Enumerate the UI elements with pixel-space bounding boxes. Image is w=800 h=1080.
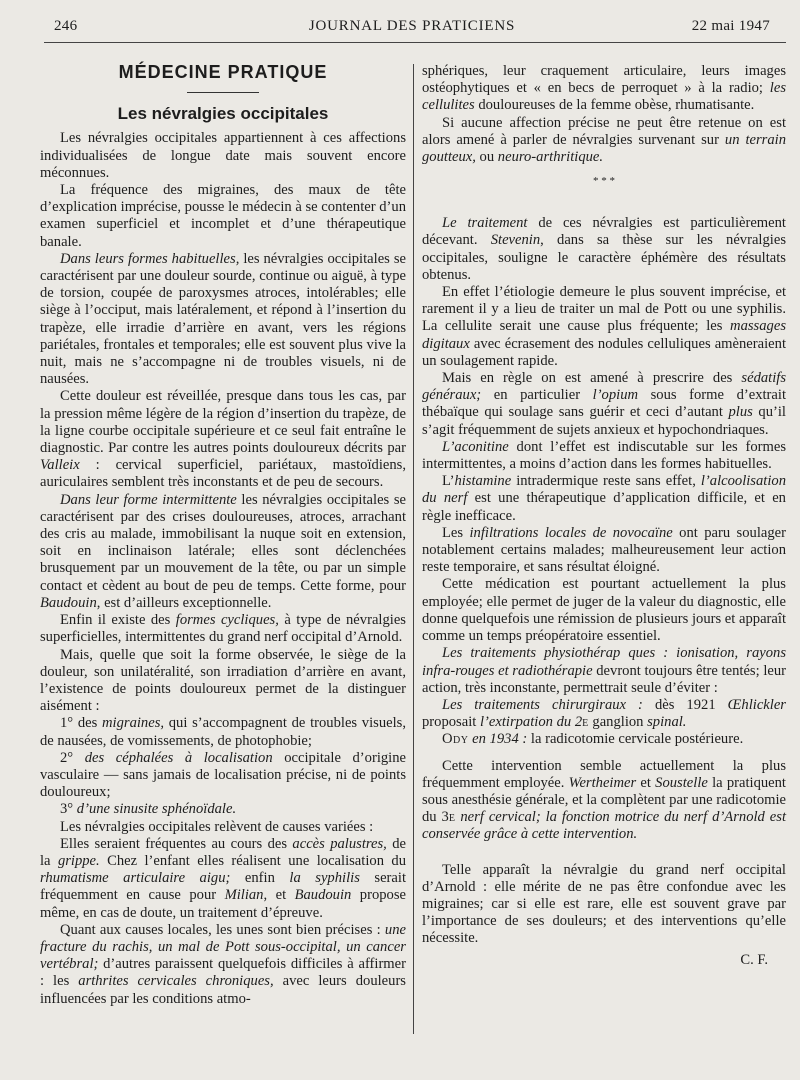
text-run: devront toujours être tentés; leur action, très inconstante, permettrait seule d’éviter : (422, 662, 787, 696)
paragraph (40, 182, 406, 251)
text-run: Elles seraient fréquentes au cours des (60, 835, 293, 852)
text-run: formes cycliques, (175, 612, 279, 629)
header-rule (44, 42, 786, 43)
text-run: à type de névralgies superficielles, intermittentes du grand nerf occipital d’Arnold. (40, 612, 406, 646)
text-run: Cette médication est pourtant actuellement la plus employée; elle permet de juger de la valeur du diagnostic, elle donne quelquefois une rémission de plusieurs jours et apparaît comme un temps préopératoire essentiel. (422, 576, 786, 645)
right-paragraphs (422, 63, 786, 969)
text-run: Le traitement (442, 215, 528, 232)
text-run: Telle apparaît la névralgie du grand nerf occipital d’Arnold : elle mérite de ne pas être confondue avec les migraines; car si elle est rare, elle est souvent grave par l’importance de ses douleurs; et des interventions qu’elle nécessite. (422, 861, 786, 947)
text-run: une fracture du rachis, un mal de Pott sous-occipital, un cancer vertébral; (40, 921, 406, 973)
text-run: un terrain goutteux, (422, 131, 786, 166)
text-run: migraines, (102, 715, 165, 732)
text-run: Wertheimer (568, 774, 637, 791)
text-run: rhumatisme articulaire aigu; (40, 870, 231, 887)
paragraph (40, 801, 406, 818)
text-run: avec écrasement des nodules celluliques amèneraient un soulagement rapide. (422, 335, 786, 369)
text-run: Baudouin (294, 887, 352, 904)
text-run: L’aconitine (442, 438, 509, 455)
text-run: Quant aux causes locales, les unes sont bien précises : (60, 921, 385, 938)
text-run: grippe. (57, 852, 100, 869)
text-run: avec leurs douleurs influencées par les conditions atmo- (40, 973, 406, 1007)
text-run: de ces névralgies est particulièrement décevant. (422, 215, 786, 249)
paragraph (40, 750, 406, 802)
text-run: d’autres paraissent quelquefois difficiles à affirmer : les (40, 956, 406, 990)
paragraph (422, 439, 786, 473)
text-run: Les (442, 524, 470, 541)
paragraph (40, 922, 406, 1008)
text-run: Dans leurs formes habituelles, (60, 250, 240, 267)
paragraph (40, 492, 406, 612)
paragraph (40, 647, 406, 716)
text-run: est une thérapeutique d’application difficile, et en règle inefficace. (422, 490, 786, 524)
text-run: dès 1921 (642, 696, 728, 713)
text-run: Les névralgies occipitales relèvent de causes variées : (60, 818, 374, 835)
text-run: Les traitements physiothérap ques : ionisation, rayons infra-rouges et radiothérapie (422, 645, 786, 679)
paragraph (422, 370, 786, 439)
text-run: Baudouin (40, 594, 97, 611)
text-run: accès palustres, (292, 835, 387, 852)
text-run: e (582, 714, 589, 731)
left-paragraphs (40, 130, 406, 1007)
paragraph (422, 115, 786, 167)
text-run: d’une sinusite sphénoïdale. (76, 801, 237, 818)
text-run: , est d’ailleurs exceptionnelle. (96, 594, 272, 611)
column-divider (413, 64, 414, 1034)
paragraph (40, 612, 406, 646)
text-run: spinal. (643, 714, 687, 731)
paragraph (422, 215, 786, 284)
text-run: la pratiquent sous anesthésie générale, et la complètent par une radicotomie du 3 (422, 774, 786, 826)
text-run: neuro-arthritique. (497, 149, 604, 166)
text-run: la syphilis (289, 870, 360, 887)
text-run: douloureuses de la femme obèse, rhumatisante. (474, 97, 755, 114)
text-run: intradermique reste sans effet, (511, 473, 701, 490)
text-run: ou (475, 149, 498, 166)
right-column (422, 63, 786, 969)
text-run: Stevenin (490, 232, 541, 249)
text-run: arthrites cervicales chroniques, (78, 973, 274, 990)
issue-date: 22 mai 1947 (691, 18, 770, 34)
text-run: sphériques, leur craquement articulaire, leurs images ostéophytiques et « en becs de perroquet » à la radio; (422, 63, 786, 97)
author-signature: C. F. (740, 951, 768, 968)
text-run: 1° des (60, 715, 102, 732)
text-run: sous forme d’extrait thébaïque qui soulage sans guérir et ceci d’autant (422, 387, 786, 421)
text-run: l’opium (592, 387, 639, 404)
paragraph (422, 758, 786, 844)
journal-title: JOURNAL DES PRATICIENS (308, 18, 516, 34)
text-run: Si aucune affection précise ne peut être retenue on est alors amené à parler de névralgies survenant sur (422, 114, 786, 148)
text-run: Les névralgies occipitales appartiennent à ces affections individualisées de longue date mais souvent encore méconnues. (40, 130, 406, 181)
paragraph (40, 836, 406, 922)
text-run: des céphalées à localisation (84, 749, 273, 766)
paragraph (40, 819, 406, 836)
paragraph (40, 715, 406, 749)
text-run: : cervical superficiel, pariétaux, mastoïdiens, auriculaires semblent très inconstants et de peu de secours. (40, 457, 406, 491)
text-run: Ody (442, 731, 469, 748)
text-run: l’extirpation du 2 (479, 714, 583, 731)
text-run: 2° (60, 749, 85, 766)
text-run: plus (728, 404, 753, 421)
text-run: , dans sa thèse sur les névralgies occipitales, souligne le caractère éphémère des résultats obtenus. (422, 232, 786, 283)
text-run: nerf cervical; la fonction motrice du nerf d’Arnold est conservée grâce à cette intervention. (422, 809, 786, 843)
text-run: , et (263, 887, 295, 904)
text-run: qu’il s’agit fréquemment de sujets anxieux et hypochondriaques. (422, 404, 786, 438)
text-run: infiltrations locales de novocaïne (469, 524, 673, 541)
paragraph (422, 697, 786, 731)
text-run: histamine (454, 473, 512, 490)
text-run: sédatifs généraux; (422, 370, 786, 404)
text-run: Valleix (40, 457, 80, 474)
text-run: En effet l’étiologie demeure le plus souvent imprécise, et rarement il y a lieu de traiter un mal de Pott ou une syphilis. La cellulite serait une cause plus fréquente; les (422, 284, 786, 335)
text-run: e (448, 809, 456, 826)
paragraph (40, 388, 406, 491)
paragraph (422, 862, 786, 948)
text-run: Œhlickler (727, 696, 786, 713)
text-run: qui s’accompagnent de troubles visuels, de nausées, de vomissements, de photophobie; (40, 715, 406, 749)
section-title: MÉDECINE PRATIQUE (118, 62, 328, 82)
text-run: la radicotomie cervicale postérieure. (530, 731, 744, 748)
paragraph (422, 63, 786, 115)
text-run: Mais, quelle que soit la forme observée, le siège de la douleur, son unilatéralité, son irradiation d’arrière en avant, l’existence de points douloureux permet de la distinguer aisément : (40, 646, 406, 715)
section-rule (187, 92, 259, 93)
text-run: et (636, 774, 656, 791)
text-run: L’ (442, 473, 455, 490)
text-run: massages digitaux (422, 318, 786, 352)
paragraph (422, 731, 786, 748)
text-run: Cette douleur est réveillée, presque dans tous les cas, par la pression même légère de la région d’insertion du trapèze, de la ligne courbe occipitale supérieure et ce seul fait entraîne le diagnostic. Par contre les autres points douloureux décrits par (40, 388, 406, 457)
text-run: dont l’effet est indiscutable sur les formes intermittentes, a moins d’action dans les formes habituelles. (422, 438, 786, 473)
paragraph (40, 251, 406, 389)
text-run: Mais en règle on est amené à prescrire des (442, 370, 742, 387)
text-run: Les traitements chirurgiraux : (442, 696, 643, 713)
text-run: Chez l’enfant elles réalisent une localisation du (99, 852, 406, 869)
article-title: Les névralgies occipitales (117, 104, 329, 124)
text-run: proposait (422, 714, 480, 731)
left-column (40, 62, 406, 1008)
text-run: enfin (230, 870, 290, 887)
paragraph (422, 525, 786, 577)
running-header (54, 16, 770, 40)
paragraph-gap (422, 844, 786, 862)
paragraph (422, 645, 786, 697)
text-run: en particulier (481, 387, 593, 404)
text-run: occipitale d’origine vasculaire — sans jamais de localisation précise, ni de points douloureux; (40, 749, 406, 801)
text-run: les névralgies occipitales se caractérisent par une douleur sourde, continue ou aiguë, à type de torsion, coupée de paroxysmes atroces, intolérables; elle siège à l’occiput, mais latéralement, et répond à l’insertion du trapèze, elle irradie d’arrière en avant, vers les régions pariétales, frontales et temporales; elle est souvent plus vive la nuit, mais ne s’accompagne ni de troubles visuels, ni de nausées. (40, 250, 406, 388)
paragraph (422, 284, 786, 370)
text-run: 3° (60, 801, 77, 818)
paragraph (422, 576, 786, 645)
text-run: ganglion (592, 714, 644, 731)
text-run: Soustelle (655, 774, 708, 791)
text-run: Enfin il existe des (60, 612, 176, 629)
text-run: de la (40, 835, 406, 869)
text-run: Dans leur forme intermittente (60, 491, 237, 508)
text-run: ont paru soulager notablement certains malades; malheureusement leur action reste temporaire, et sans résultat éloigné. (422, 524, 786, 576)
text-run: l’alcoolisation du nerf (422, 473, 786, 507)
text-run: les névralgies occipitales se caractérisent par des crises douloureuses, atroces, arrachant des cris au malade, immobilisant la nuque soit en extension, soit en inclinaison latérale; elles sont déclenchées brusquement par un mouvement de la tête, ou par un simple contact et cèdent au bout de peu de temps. Cette forme, pour (40, 491, 406, 594)
paragraph (40, 130, 406, 182)
text-run: La fréquence des migraines, des maux de tête d’explication imprécise, pousse le médecin à se contenter d’un examen superficiel et incomplet et d’une thérapeutique banale. (40, 182, 406, 250)
text-run: Cette intervention semble actuellement la plus fréquemment employée. (422, 757, 786, 791)
text-run: les cellulites (422, 80, 786, 114)
text-run: propose même, en cas de doute, un traitement d’épreuve. (40, 887, 407, 921)
paragraph (422, 473, 786, 525)
text-run: en 1934 : (468, 731, 531, 748)
asterism-separator: * * * (593, 175, 615, 188)
text-run: Milian (224, 887, 264, 904)
page-number: 246 (54, 18, 78, 34)
text-run: serait fréquemment en cause pour (40, 870, 406, 904)
